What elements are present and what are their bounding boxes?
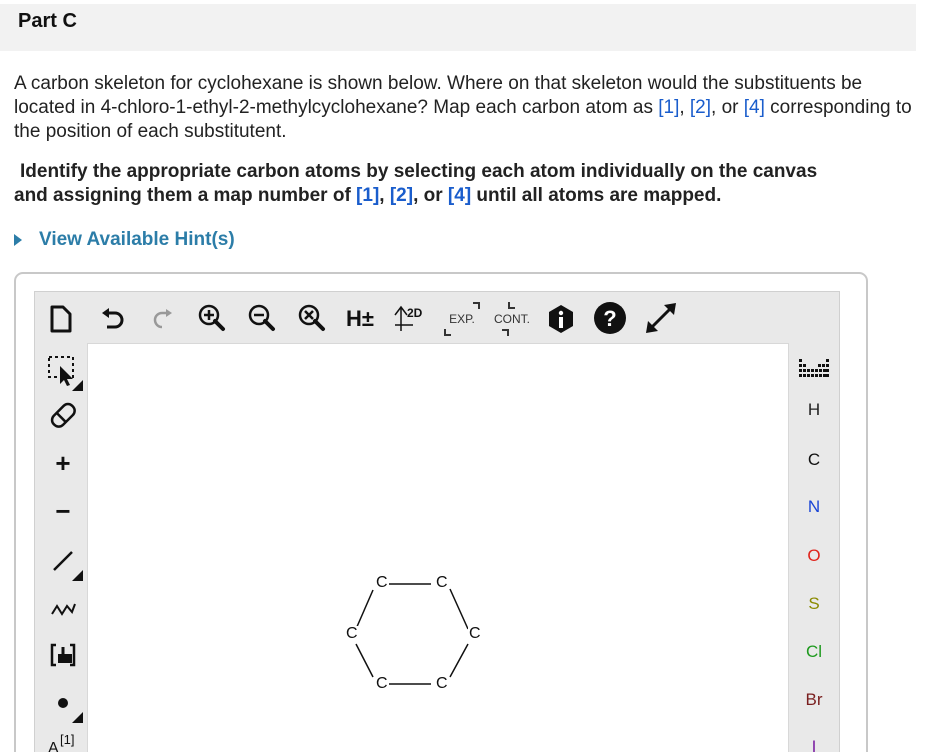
help-button[interactable]	[592, 300, 628, 336]
hydrogens-button[interactable]: H±	[346, 306, 374, 331]
instruction-line-1: Identify the appropriate carbon atoms by selecting each atom individually on the canvas	[20, 161, 818, 182]
instruction-sep: , or	[413, 185, 448, 206]
atom-carbon[interactable]: C	[436, 574, 448, 591]
instruction-ref-4: [4]	[447, 185, 472, 206]
element-cl-button[interactable]: Cl	[805, 642, 823, 661]
question-text-end: corresponding to the position of each substitutent.	[14, 97, 912, 142]
bond-tool[interactable]	[42, 540, 84, 582]
question-sep: ,	[679, 97, 690, 118]
contract-corner-icon	[502, 329, 509, 336]
radical-tool[interactable]	[42, 682, 84, 724]
new-document-button[interactable]	[44, 302, 78, 336]
clean-2d-icon	[393, 301, 429, 335]
zoom-in-button[interactable]	[194, 300, 230, 336]
question-text	[14, 72, 920, 144]
periodic-table-button[interactable]	[796, 352, 832, 384]
redo-button[interactable]	[146, 302, 180, 336]
atom-map-tool[interactable]	[42, 728, 84, 752]
eraser-icon	[46, 398, 80, 432]
view-hints-label: View Available Hint(s)	[39, 229, 235, 250]
instruction-line-2-start: and assigning them a map number of	[14, 185, 357, 206]
submenu-corner-icon	[72, 380, 83, 391]
chain-tool[interactable]	[42, 586, 84, 628]
contract-button[interactable]	[490, 300, 534, 338]
submenu-corner-icon	[72, 712, 83, 723]
view-hints-link[interactable]	[14, 229, 235, 251]
element-h-button[interactable]: H	[807, 400, 821, 419]
element-c-button[interactable]: C	[807, 450, 821, 469]
ring-bond	[356, 590, 373, 629]
expand-button[interactable]	[440, 300, 484, 338]
redo-icon	[150, 306, 176, 332]
zoom-out-button[interactable]	[244, 300, 280, 336]
atom-carbon[interactable]: C	[436, 675, 448, 692]
instruction-text	[14, 160, 920, 208]
expand-corner-icon	[473, 302, 480, 309]
chain-icon	[48, 592, 78, 622]
drawing-canvas[interactable]	[87, 343, 789, 752]
charge-minus-tool[interactable]: −	[55, 495, 71, 526]
instruction-ref-1: [1]	[356, 185, 380, 206]
svg-text:?: ?	[603, 306, 617, 331]
fullscreen-button[interactable]	[642, 300, 680, 336]
question-text-start: A carbon skeleton for cyclohexane is shown below. Where on that skeleton would the substituents be located in 4-chloro-1-ethyl-2-methylcyclohexane? Map each carbon atom as	[14, 73, 863, 118]
periodic-table-icon	[798, 357, 830, 379]
select-tool[interactable]	[42, 350, 84, 392]
element-o-button[interactable]: O	[807, 546, 821, 565]
contract-corner-icon	[508, 302, 515, 309]
expand-corner-icon	[444, 329, 451, 336]
element-s-button[interactable]: S	[808, 594, 820, 613]
ring-bond	[450, 644, 468, 677]
question-ref-1: [1]	[658, 97, 680, 118]
expand-label: EXP.	[449, 312, 475, 326]
eraser-tool[interactable]	[42, 394, 84, 436]
atom-map-atom: A	[48, 740, 59, 752]
element-br-button[interactable]: Br	[805, 690, 823, 709]
clean-2d-label: 2D	[407, 306, 423, 320]
instruction-ref-2: [2]	[389, 185, 414, 206]
element-i-button[interactable]: I	[811, 737, 817, 752]
atom-carbon[interactable]: C	[376, 675, 388, 692]
ring-bond	[356, 644, 373, 677]
clean-2d-button[interactable]	[392, 300, 430, 336]
zoom-reset-button[interactable]	[294, 300, 330, 336]
info-icon	[546, 303, 576, 335]
caret-right-icon	[14, 234, 22, 246]
atom-carbon[interactable]: C	[346, 625, 358, 642]
bracket-icon	[48, 640, 78, 670]
zoom-reset-icon	[297, 303, 327, 333]
undo-icon	[99, 306, 127, 332]
question-sep: , or	[711, 97, 744, 118]
charge-plus-tool[interactable]: +	[55, 447, 71, 478]
part-title: Part C	[18, 10, 77, 32]
atom-carbon[interactable]: C	[376, 574, 388, 591]
atom-carbon[interactable]: C	[469, 625, 481, 642]
ring-bond	[450, 589, 468, 629]
part-header	[0, 4, 916, 51]
expand-arrows-icon	[644, 302, 678, 334]
help-icon	[593, 301, 627, 335]
undo-button[interactable]	[96, 302, 130, 336]
submenu-corner-icon	[72, 570, 83, 581]
bracket-tool[interactable]	[42, 634, 84, 676]
question-ref-4: [4]	[743, 97, 765, 118]
document-icon	[48, 305, 74, 333]
question-ref-2: [2]	[689, 97, 712, 118]
zoom-in-icon	[197, 303, 227, 333]
atom-map-label: [1]	[60, 732, 75, 747]
instruction-sep: ,	[379, 185, 390, 206]
contract-label: CONT.	[494, 312, 530, 326]
element-n-button[interactable]: N	[807, 497, 821, 516]
zoom-out-icon	[247, 303, 277, 333]
instruction-line-2-end: until all atoms are mapped.	[471, 185, 722, 206]
info-button[interactable]	[544, 302, 578, 336]
